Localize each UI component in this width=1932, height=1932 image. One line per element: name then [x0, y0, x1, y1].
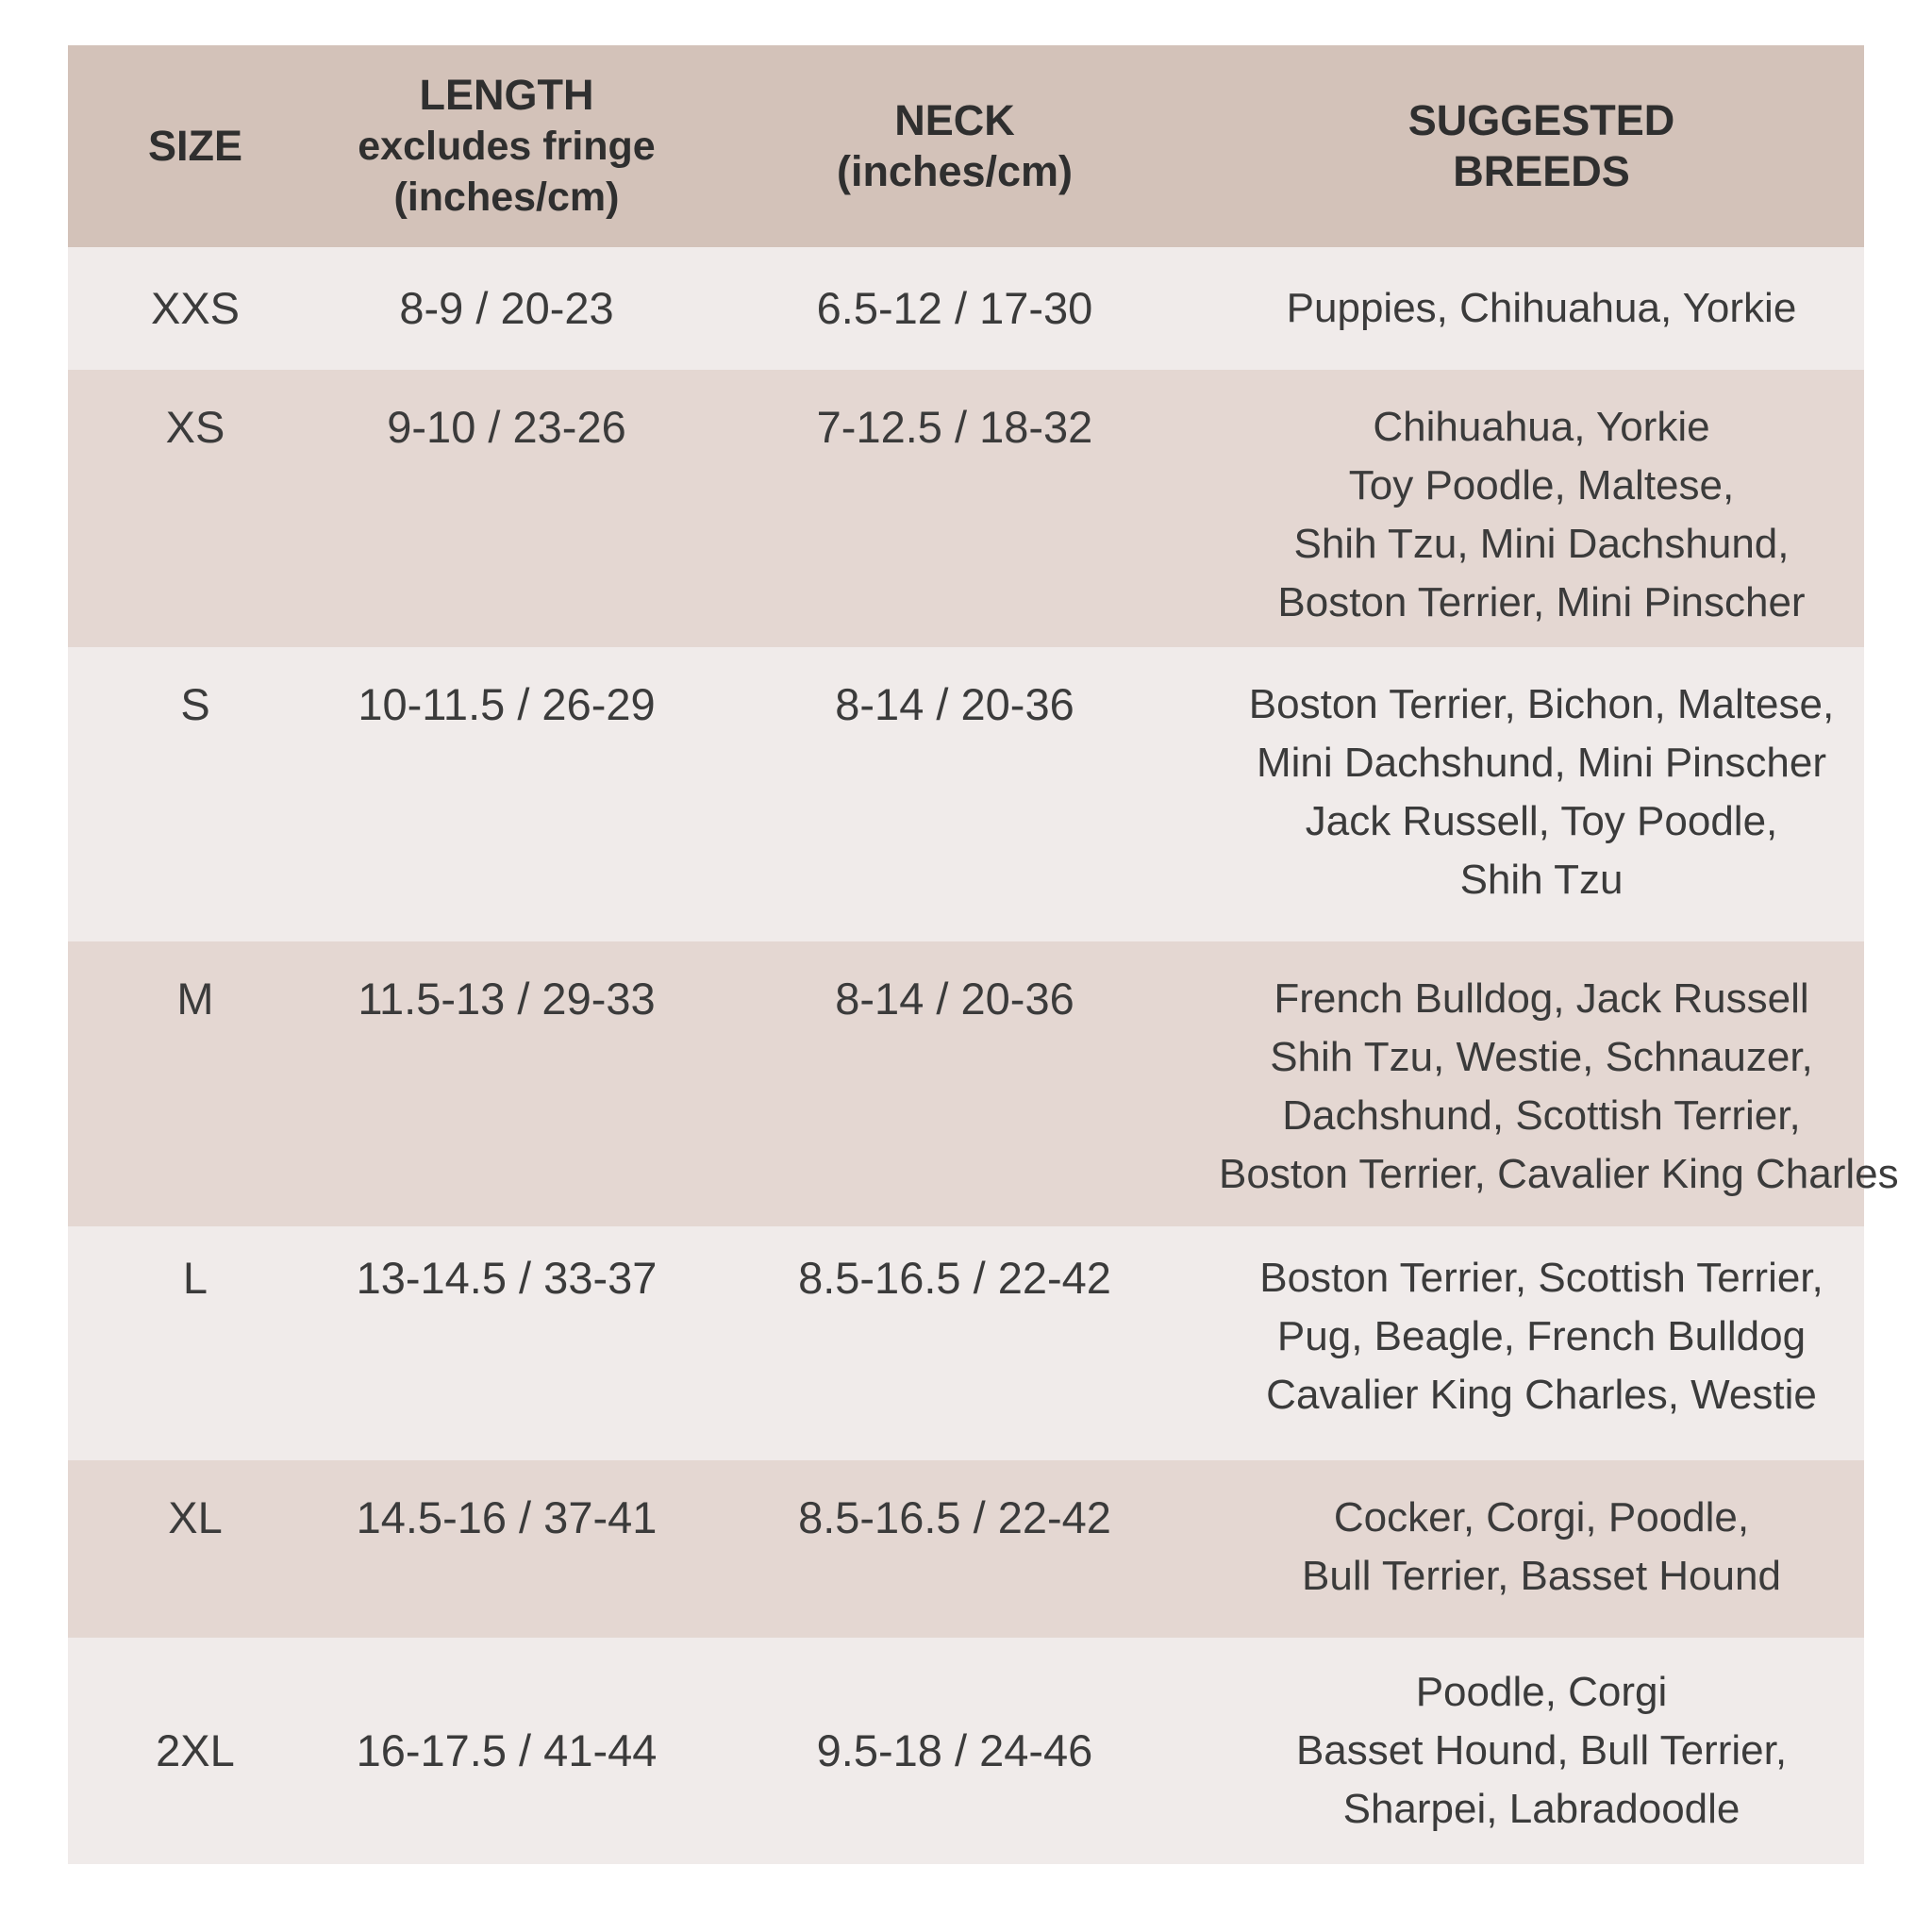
header-length: [323, 45, 691, 247]
table-row: [68, 647, 1864, 941]
length-cell: 9-10 / 23-26: [387, 402, 626, 452]
breed-line: Basset Hound, Bull Terrier,: [1295, 1727, 1788, 1774]
header-breeds: [1219, 45, 1864, 247]
breeds-cell: [1219, 247, 1864, 370]
size-cell: S: [180, 679, 210, 729]
length-cell: 16-17.5 / 41-44: [356, 1725, 658, 1775]
size-cell: L: [182, 1253, 208, 1303]
neck-cell: 8.5-16.5 / 22-42: [798, 1253, 1111, 1303]
size-cell: XL: [168, 1492, 223, 1542]
breed-line: French Bulldog, Jack Russell: [1274, 975, 1809, 1022]
header-neck: [691, 45, 1219, 247]
neck-cell: 7-12.5 / 18-32: [816, 402, 1093, 452]
neck-cell: 8-14 / 20-36: [835, 679, 1074, 729]
table-row: [68, 370, 1864, 647]
size-cell: XS: [165, 402, 225, 452]
table-row: [68, 1460, 1864, 1638]
breed-line: Shih Tzu, Mini Dachshund,: [1293, 521, 1790, 567]
neck-cell: 8.5-16.5 / 22-42: [798, 1492, 1111, 1542]
breed-line: Chihuahua, Yorkie: [1373, 404, 1710, 450]
breed-line: Pug, Beagle, French Bulldog: [1276, 1313, 1807, 1359]
header-neck-title: NECK: [894, 96, 1015, 144]
header-breeds-line-1: SUGGESTED: [1407, 96, 1675, 144]
table-header-row: [68, 45, 1864, 247]
breed-line: Mini Dachshund, Mini Pinscher: [1256, 740, 1827, 786]
breed-line: Toy Poodle, Maltese,: [1348, 462, 1735, 508]
size-cell: 2XL: [156, 1725, 235, 1775]
breed-line: Boston Terrier, Mini Pinscher: [1277, 579, 1806, 625]
table-row: [68, 1226, 1864, 1460]
header-length-units: (inches/cm): [393, 175, 620, 220]
header-neck-units: (inches/cm): [836, 147, 1074, 195]
breed-line: Bull Terrier, Basset Hound: [1302, 1553, 1781, 1599]
length-cell: 8-9 / 20-23: [399, 283, 614, 333]
length-cell: 10-11.5 / 26-29: [358, 679, 656, 729]
length-cell: 14.5-16 / 37-41: [356, 1492, 658, 1542]
size-cell: M: [176, 974, 214, 1024]
breeds-cell: [1219, 941, 1899, 1226]
table-row: [68, 941, 1864, 1226]
breed-line: Shih Tzu, Westie, Schnauzer,: [1270, 1034, 1813, 1080]
breeds-cell: [1219, 1226, 1864, 1460]
breed-line: Sharpei, Labradoodle: [1342, 1786, 1740, 1832]
table-row: [68, 247, 1864, 370]
breed-line: Shih Tzu: [1459, 857, 1624, 903]
length-cell: 11.5-13 / 29-33: [358, 974, 656, 1024]
table-row: [68, 1638, 1864, 1864]
size-chart-table: [68, 45, 1899, 1864]
breed-line: Cocker, Corgi, Poodle,: [1333, 1494, 1750, 1541]
header-breeds-line-2: BREEDS: [1453, 147, 1630, 195]
neck-cell: 9.5-18 / 24-46: [816, 1725, 1093, 1775]
breed-line: Cavalier King Charles, Westie: [1266, 1372, 1817, 1418]
breeds-cell: [1219, 370, 1864, 647]
length-cell: 13-14.5 / 33-37: [356, 1253, 658, 1303]
header-length-title: LENGTH: [419, 71, 594, 119]
breed-line: Jack Russell, Toy Poodle,: [1305, 798, 1778, 844]
breed-line: Dachshund, Scottish Terrier,: [1282, 1092, 1801, 1139]
neck-cell: 6.5-12 / 17-30: [816, 283, 1093, 333]
breeds-cell: [1219, 1638, 1864, 1864]
breed-line: Puppies, Chihuahua, Yorkie: [1286, 285, 1797, 331]
breed-line: Boston Terrier, Scottish Terrier,: [1259, 1255, 1824, 1301]
header-size-label: SIZE: [147, 122, 243, 170]
header-length-note: excludes fringe: [358, 124, 656, 169]
size-cell: XXS: [150, 283, 241, 333]
breed-line: Poodle, Corgi: [1415, 1669, 1668, 1715]
header-size: [68, 45, 323, 247]
breeds-cell: [1219, 647, 1864, 941]
breed-line: Boston Terrier, Cavalier King Charles: [1219, 1151, 1899, 1197]
breed-line: Boston Terrier, Bichon, Maltese,: [1248, 681, 1835, 727]
breeds-cell: [1219, 1460, 1864, 1638]
neck-cell: 8-14 / 20-36: [835, 974, 1074, 1024]
